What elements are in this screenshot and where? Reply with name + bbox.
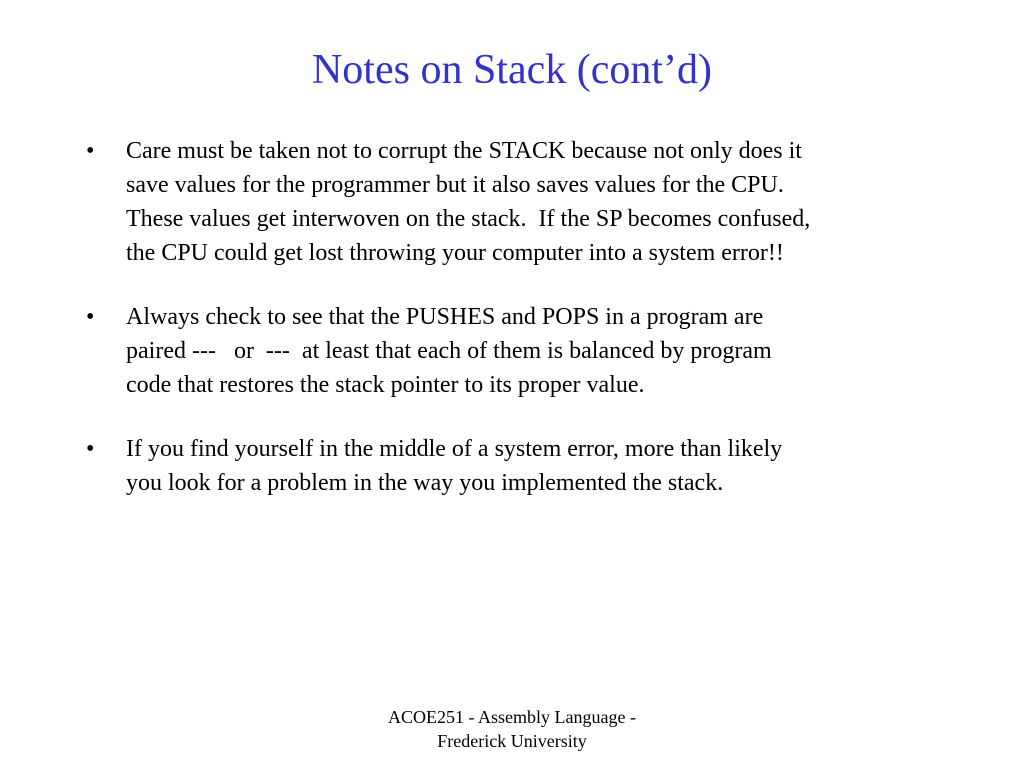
bullet-icon: • (86, 138, 95, 164)
bullet-item-3 (86, 432, 946, 500)
footer-institution: Frederick University (437, 731, 587, 751)
slide-footer (300, 705, 724, 753)
bullet-icon: • (86, 436, 95, 462)
bullet-2-line-2: paired --- or --- at least that each of them is balanced by program (126, 338, 772, 364)
bullet-3-line-1: If you find yourself in the middle of a system error, more than likely (126, 436, 783, 462)
bullet-list (86, 134, 946, 530)
bullet-1-line-4: the CPU could get lost throwing your computer into a system error!! (126, 240, 784, 266)
bullet-3-line-2: you look for a problem in the way you implemented the stack. (126, 470, 724, 496)
bullet-1-line-3: These values get interwoven on the stack. If the SP becomes confused, (126, 206, 811, 232)
slide-title: Notes on Stack (cont’d) (311, 47, 713, 93)
bullet-item-1 (86, 134, 946, 270)
footer-course: ACOE251 - Assembly Language - (388, 707, 636, 727)
bullet-2-line-1: Always check to see that the PUSHES and POPS in a program are (126, 304, 764, 330)
bullet-item-2 (86, 300, 946, 402)
bullet-1-line-2: save values for the programmer but it also saves values for the CPU. (126, 172, 784, 198)
bullet-2-line-3: code that restores the stack pointer to its proper value. (126, 372, 645, 398)
bullet-1-line-1: Care must be taken not to corrupt the STACK because not only does it (126, 138, 802, 164)
bullet-icon: • (86, 304, 95, 330)
